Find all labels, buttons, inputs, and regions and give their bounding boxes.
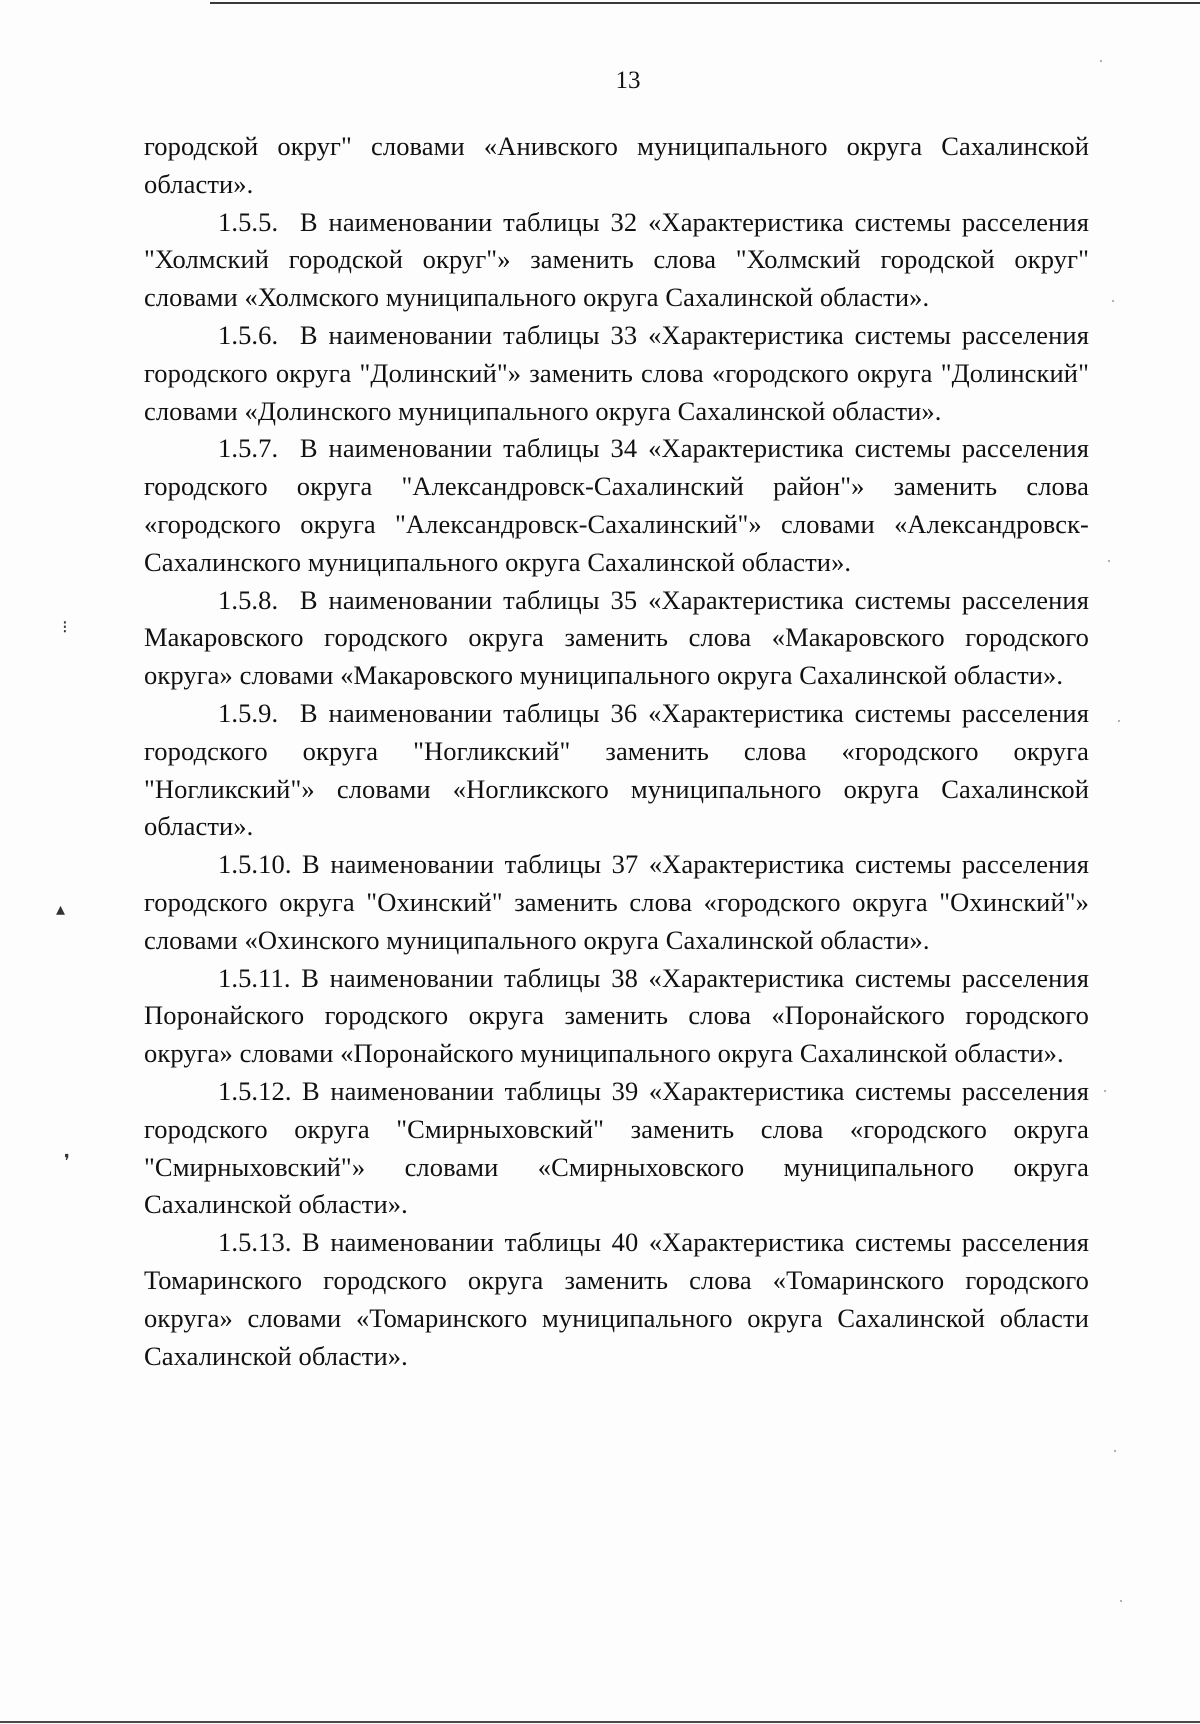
- scan-speck: [1112, 300, 1114, 302]
- paragraph-1-5-13: 1.5.13. В наименовании таблицы 40 «Характеристика системы расселения Томаринского городского округа заменить слова «Томаринского городского округа» словами «Томаринского муниципального округа Сахалинской области Сахалинской области».: [144, 1227, 1089, 1371]
- scan-speck: [1100, 60, 1102, 62]
- scan-speck-mark: ⁝: [62, 617, 68, 637]
- paragraph-1-5-6: 1.5.6. В наименовании таблицы 33 «Характеристика системы расселения городского округа "Долинский"» заменить слова «городского округа "Долинский" словами «Долинского муниципального округа Сахалинской области».: [144, 319, 1089, 426]
- paragraph-1-5-9: 1.5.9. В наименовании таблицы 36 «Характеристика системы расселения городского округа "Ногликский" заменить слова «городского округа "Ногликский"» словами «Ногликского муниципального округа Сахалинской области».: [144, 697, 1089, 842]
- document-body: [144, 128, 1089, 1375]
- scan-speck-mark: ❜: [64, 1151, 70, 1171]
- scan-speck: [1108, 560, 1110, 562]
- paragraph-1-5-11: 1.5.11. В наименовании таблицы 38 «Характеристика системы расселения Поронайского городского округа заменить слова «Поронайского городского округа» словами «Поронайского муниципального округа Сахалинской области».: [144, 962, 1089, 1069]
- paragraph-1-5-7: 1.5.7. В наименовании таблицы 34 «Характеристика системы расселения городского округа "Александровск-Сахалинский район"» заменить слова «городского округа "Александровск-Сахалинский"» словами «Александровск-Сахалинского муниципального округа Сахалинской области».: [144, 433, 1089, 577]
- paragraph-1-5-5: 1.5.5. В наименовании таблицы 32 «Характеристика системы расселения "Холмский городской округ"» заменить слова "Холмский городской округ" словами «Холмского муниципального округа Сахалинской области».: [144, 206, 1089, 313]
- paragraph-1-5-10: 1.5.10. В наименовании таблицы 37 «Характеристика системы расселения городского округа "Охинский" заменить слова «городского округа "Охинский"» словами «Охинского муниципального округа Сахалинской области».: [144, 849, 1089, 955]
- paragraph-1-5-12: 1.5.12. В наименовании таблицы 39 «Характеристика системы расселения городского округа "Смирныховский" заменить слова «городского округа "Смирныховский"» словами «Смирныховского муниципального округа Сахалинской области».: [144, 1075, 1089, 1220]
- scan-speck-mark: ▴: [56, 899, 66, 919]
- scan-speck: [1118, 720, 1120, 722]
- scan-speck: [1114, 1450, 1116, 1452]
- bottom-scan-edge: [0, 1721, 1200, 1723]
- page-number: 13: [615, 67, 641, 94]
- scan-speck: [1104, 1090, 1106, 1092]
- top-scan-edge: [210, 2, 1200, 4]
- paragraph-1-5-8: 1.5.8. В наименовании таблицы 35 «Характеристика системы расселения Макаровского городского округа заменить слова «Макаровского городского округа» словами «Макаровского муниципального округа Сахалинской области».: [144, 584, 1089, 691]
- lead-paragraph: городской округ" словами «Анивского муниципального округа Сахалинской области».: [144, 131, 1089, 199]
- scan-speck: [1120, 1600, 1122, 1602]
